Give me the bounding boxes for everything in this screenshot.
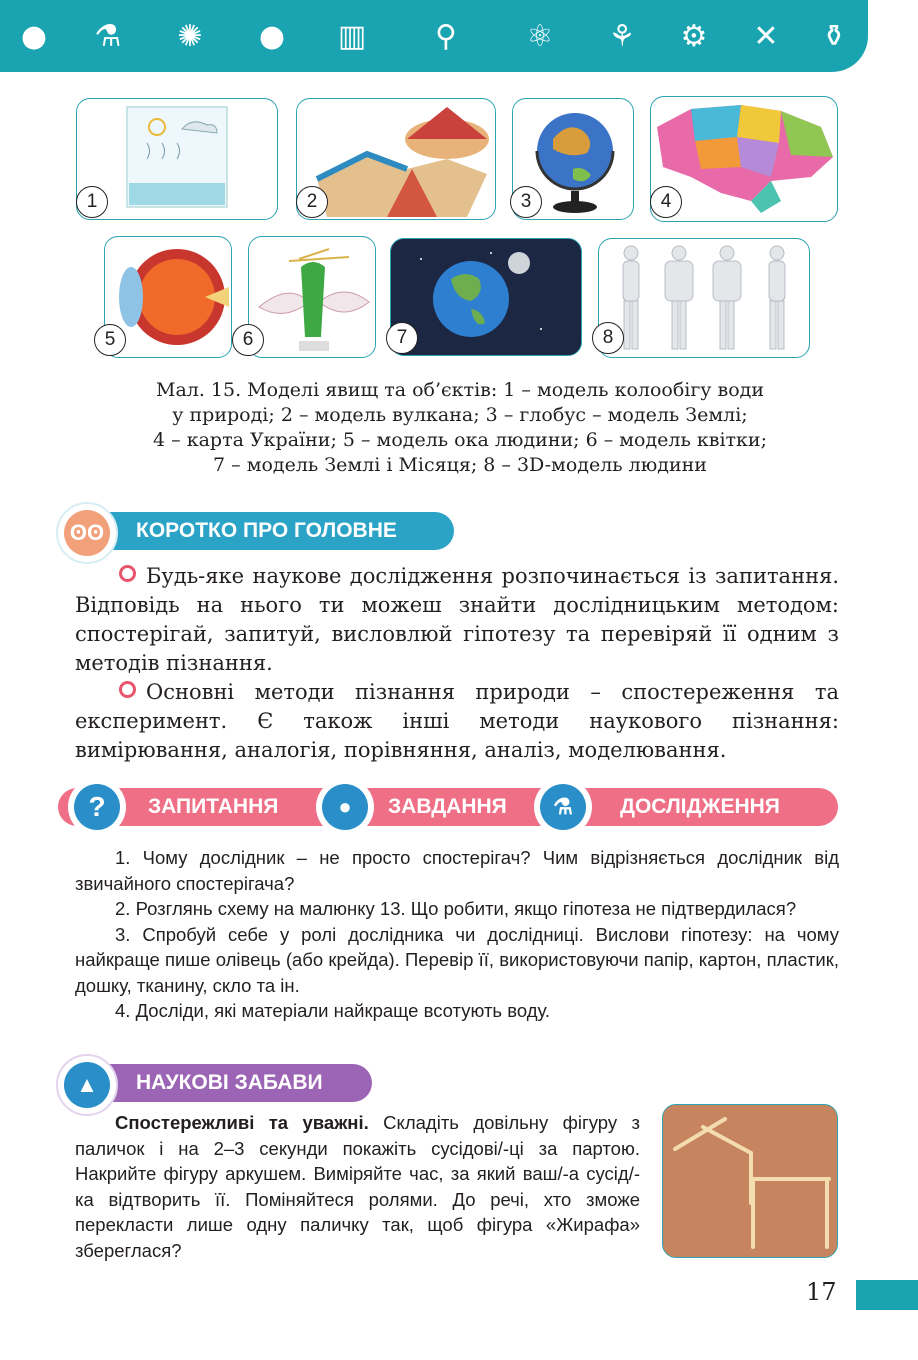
summary-header-label: КОРОТКО ПРО ГОЛОВНЕ <box>136 519 397 542</box>
magnifier-icon: ⚲ <box>435 18 457 54</box>
bullet-icon <box>119 565 136 582</box>
atom-icon: ⚛ <box>526 18 554 54</box>
flask-icon: ⚗ <box>94 18 122 54</box>
graduation-cap-icon: ▲ <box>64 1062 110 1108</box>
task-item: 4. Досліди, які матеріали найкраще всотують воду. <box>115 1000 551 1021</box>
dna-icon: ✕ <box>753 18 779 54</box>
figure-number: 7 <box>386 322 418 354</box>
apple-badge <box>316 778 374 836</box>
figure-number: 1 <box>76 186 108 218</box>
page-tab <box>856 1280 918 1310</box>
caption-line: Мал. 15. Моделі явищ та об’єктів: 1 – модель колообігу води <box>155 379 765 401</box>
tasks-list <box>75 845 839 1024</box>
flower-model-image <box>248 236 376 358</box>
summary-text <box>75 562 839 765</box>
question-icon: ? <box>74 784 120 830</box>
human-3d-model-image <box>598 238 810 358</box>
task-item: 2. Розглянь схему на малюнку 13. Що робити, якщо гіпотеза не підтвердилася? <box>115 898 797 919</box>
fun-text <box>75 1110 640 1263</box>
summary-paragraph-text: Основні методи пізнання природи – спостереження та експеримент. Є також інші методи наукового пізнання: вимірювання, аналогія, порівняння, аналіз, моделювання. <box>75 680 839 762</box>
tasks-label-assignments: ЗАВДАННЯ <box>388 795 507 818</box>
fun-header <box>80 1064 372 1102</box>
matchstick-giraffe-image <box>662 1104 838 1258</box>
book-icon: ▥ <box>337 18 367 54</box>
summary-paragraph <box>75 678 839 765</box>
page-number: 17 <box>806 1278 837 1306</box>
fun-title: Спостережливі та уважні. <box>115 1112 369 1133</box>
water-drop-icon: ● <box>20 18 48 54</box>
tasks-label-questions: ЗАПИТАННЯ <box>148 795 279 818</box>
gear-icon: ⚙ <box>680 18 708 54</box>
cap-badge <box>56 1054 118 1116</box>
lightbulb-icon: ● <box>258 18 286 54</box>
summary-paragraph <box>75 562 839 678</box>
apple-icon: ● <box>322 784 368 830</box>
fun-body: Складіть довільну фігуру з паличок і на 2–3 секунди покажіть сусідові/-ці за партою. Накрийте фігуру аркушем. Виміряйте час, за який ваш/-а сусід/-ка відтворить її. Поміняйтеся ролями. До речі, хто зможе перекласти лише одну паличку так, щоб фігура «Жирафа» збереглася? <box>75 1112 640 1261</box>
flask-badge <box>534 778 592 836</box>
owl-icon: ʘʘ <box>64 510 110 556</box>
caption-line: 4 – карта України; 5 – модель ока людини; 6 – модель квітки; <box>153 429 767 451</box>
task-item: 3. Спробуй себе у ролі дослідника чи дослідниці. Вислови гіпотезу: на чому найкраще пише олівець (або крейда). Перевір її, використовуючи папір, картон, пластик, дошку, тканину, скло та ін. <box>75 923 839 996</box>
figure-number: 6 <box>232 324 264 356</box>
microscope-icon: ⚘ <box>608 18 636 54</box>
tasks-label-research: ДОСЛІДЖЕННЯ <box>620 795 780 818</box>
caption-line: у природі; 2 – модель вулкана; 3 – глобус – модель Землі; <box>172 404 748 426</box>
owl-badge <box>56 502 118 564</box>
bullet-icon <box>119 681 136 698</box>
summary-paragraph-text: Будь-яке наукове дослідження розпочинається із запитання. Відповідь на нього ти можеш знайти дослідницьким методом: спостерігай, запитуй, висловлюй гіпотезу та перевіряй її одним з методів пізнання. <box>75 564 839 675</box>
summary-header <box>80 512 454 550</box>
fun-paragraph <box>75 1110 640 1263</box>
caption-line: 7 – модель Землі і Місяця; 8 – 3D-модель людини <box>213 454 707 476</box>
figure-number: 2 <box>296 186 328 218</box>
task-item: 1. Чому дослідник – не просто спостерігач? Чим відрізняється дослідник від звичайного спостерігача? <box>75 847 839 894</box>
figure-number: 5 <box>94 324 126 356</box>
figure-caption <box>60 378 860 478</box>
beaker-icon: ⚱ <box>821 18 847 54</box>
figure-number: 8 <box>592 322 624 354</box>
sun-icon: ✺ <box>177 18 203 54</box>
figure-number: 4 <box>650 186 682 218</box>
top-icon-bar <box>0 0 868 72</box>
earth-moon-model-image <box>390 238 582 356</box>
figure-number: 3 <box>510 186 542 218</box>
fun-header-label: НАУКОВІ ЗАБАВИ <box>136 1071 323 1094</box>
flask-icon: ⚗ <box>540 784 586 830</box>
question-badge <box>68 778 126 836</box>
